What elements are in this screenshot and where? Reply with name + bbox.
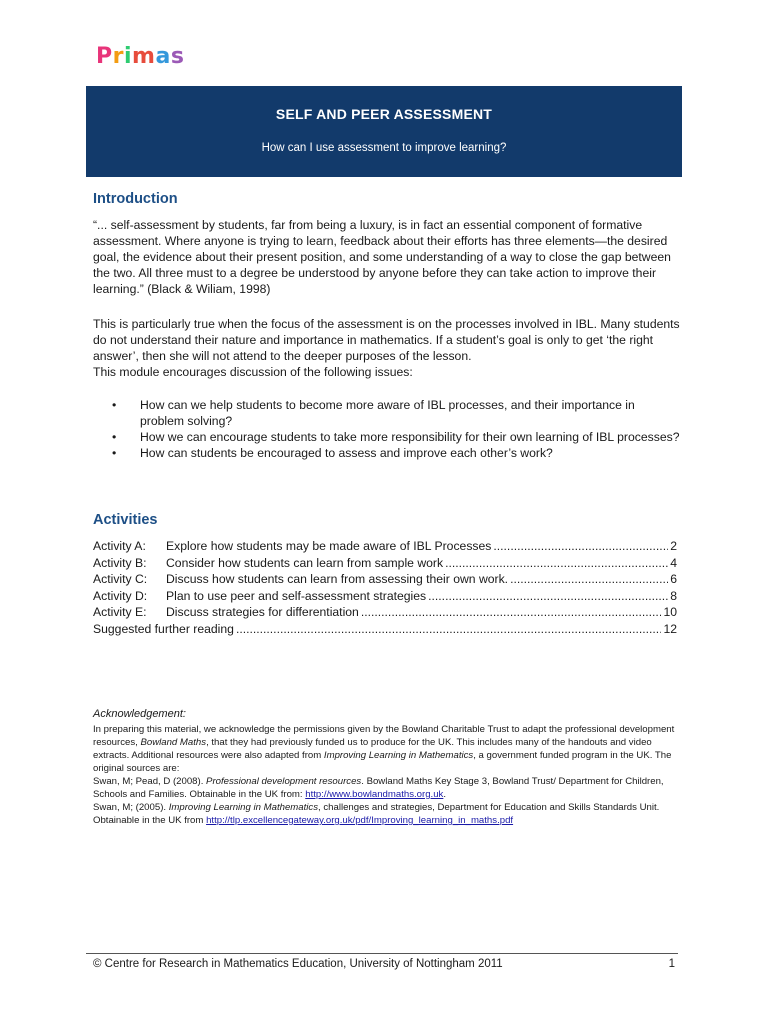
footer-divider	[86, 953, 678, 954]
toc-page: 10	[663, 605, 677, 619]
list-item: • How can students be encouraged to assess and improve each other’s work?	[112, 445, 682, 461]
logo-letter: r	[112, 44, 124, 69]
acknowledgement-heading: Acknowledgement:	[93, 708, 186, 720]
list-item: • How we can encourage students to take more responsibility for their own learning of IBL processes?	[112, 429, 682, 445]
toc-page: 2	[670, 539, 677, 553]
toc-leader	[510, 571, 668, 588]
toc-leader	[493, 538, 668, 555]
ack-text: , a government funded program in the UK. The original sources are:	[93, 750, 672, 774]
ack-italic: Improving Learning in Mathematics	[168, 802, 319, 813]
activities-heading: Activities	[93, 512, 158, 528]
toc-row-activity-a[interactable]	[93, 538, 677, 555]
source-reference	[93, 775, 683, 801]
toc-row-activity-d[interactable]	[93, 588, 677, 605]
title-banner	[86, 86, 682, 177]
toc-row-activity-e[interactable]	[93, 604, 677, 621]
toc-label: Activity E:	[93, 605, 147, 619]
toc-row-further-reading[interactable]	[93, 621, 677, 638]
document-title: SELF AND PEER ASSESSMENT	[275, 106, 493, 122]
toc-title: Consider how students can learn from sample work	[166, 555, 444, 570]
ack-text: , challenges and strategies, Department for Education and Skills Standards Unit. Obtainable in the UK from	[93, 802, 660, 826]
ack-text: Swan, M; Pead, D (2008).	[93, 776, 207, 787]
ack-text: Swan, M; (2005).	[93, 802, 169, 813]
toc-leader	[428, 588, 668, 605]
logo-letter: m	[132, 44, 156, 69]
ack-italic: Professional development resources	[206, 776, 362, 787]
toc-label: Activity A:	[93, 539, 146, 553]
source-reference	[93, 801, 683, 827]
acknowledgement-block	[93, 708, 683, 827]
intro-paragraph: This is particularly true when the focus of the assessment is on the processes involved in IBL. Many students do not understand their nature and importance in mathematics. If a student’s goal is only to get ‘the right answer’, then she will not attend to the deeper purposes of the lesson.	[93, 317, 680, 363]
toc-title: Suggested further reading	[93, 621, 234, 636]
issues-list	[112, 397, 682, 461]
logo-letter: i	[123, 44, 133, 69]
footer-copyright: © Centre for Research in Mathematics Education, University of Nottingham 2011	[93, 958, 503, 970]
toc-title: Plan to use peer and self-assessment strategies	[166, 588, 427, 603]
toc-title: Discuss strategies for differentiation	[166, 605, 359, 619]
toc-page: 8	[670, 588, 677, 603]
toc-leader	[361, 604, 662, 621]
toc-page: 12	[663, 621, 677, 636]
primas-logo	[96, 44, 184, 69]
ack-text: . Bowland Maths Key Stage 3, Bowland Trust/ Department for Children, Schools and Families. Obtainable in the UK from:	[93, 776, 664, 800]
toc-page: 6	[670, 572, 677, 586]
toc-label: Activity B:	[93, 555, 147, 570]
excellence-gateway-link[interactable]: http://tlp.excellencegateway.org.uk/pdf/Improving_learning_in_maths.pdf	[206, 815, 514, 826]
acknowledgement-paragraph	[93, 723, 683, 775]
toc-leader	[445, 555, 668, 572]
document-subtitle: How can I use assessment to improve learning?	[261, 142, 507, 154]
list-item: • How can we help students to become more aware of IBL processes, and their importance in problem solving?	[112, 397, 682, 429]
intro-issues-lead: This module encourages discussion of the following issues:	[93, 365, 413, 379]
toc-row-activity-c[interactable]	[93, 571, 677, 588]
logo-letter: s	[170, 44, 185, 69]
logo-letter: P	[96, 44, 113, 69]
intro-quote: “... self-assessment by students, far from being a luxury, is in fact an essential component of formative assessment. Where anyone is trying to learn, feedback about their efforts has three elements—the desired goal, the evidence about their present position, and some understanding of a way to close the gap between the two. All three must to a degree be understood by anyone before they can take action to improve their learning.” (Black & Wiliam, 1998)	[93, 218, 671, 296]
activities-toc	[93, 538, 677, 637]
ack-italic: Improving Learning in Mathematics	[323, 750, 474, 761]
toc-leader	[236, 621, 662, 638]
page-number: 1	[668, 958, 675, 970]
ack-text: In preparing this material, we acknowledge the permissions given by the Bowland Charitable Trust to adapt the professional development resources,	[93, 724, 675, 748]
introduction-heading: Introduction	[93, 191, 178, 207]
toc-page: 4	[670, 555, 677, 570]
bowland-link[interactable]: http://www.bowlandmaths.org.uk	[305, 789, 444, 800]
toc-title: Explore how students may be made aware of IBL Processes	[166, 539, 492, 553]
ack-text: .	[443, 789, 447, 800]
logo-letter: a	[155, 44, 171, 69]
ack-text: , that they had previously funded us to produce for the UK. This includes many of the handouts and video extracts. Additional resources were also adapted from	[93, 737, 652, 761]
toc-label: Activity D:	[93, 588, 148, 603]
toc-row-activity-b[interactable]	[93, 555, 677, 572]
page-footer	[93, 958, 675, 970]
toc-label: Activity C:	[93, 572, 148, 586]
toc-title: Discuss how students can learn from assessing their own work.	[166, 572, 509, 586]
ack-italic: Bowland Maths	[140, 737, 207, 748]
